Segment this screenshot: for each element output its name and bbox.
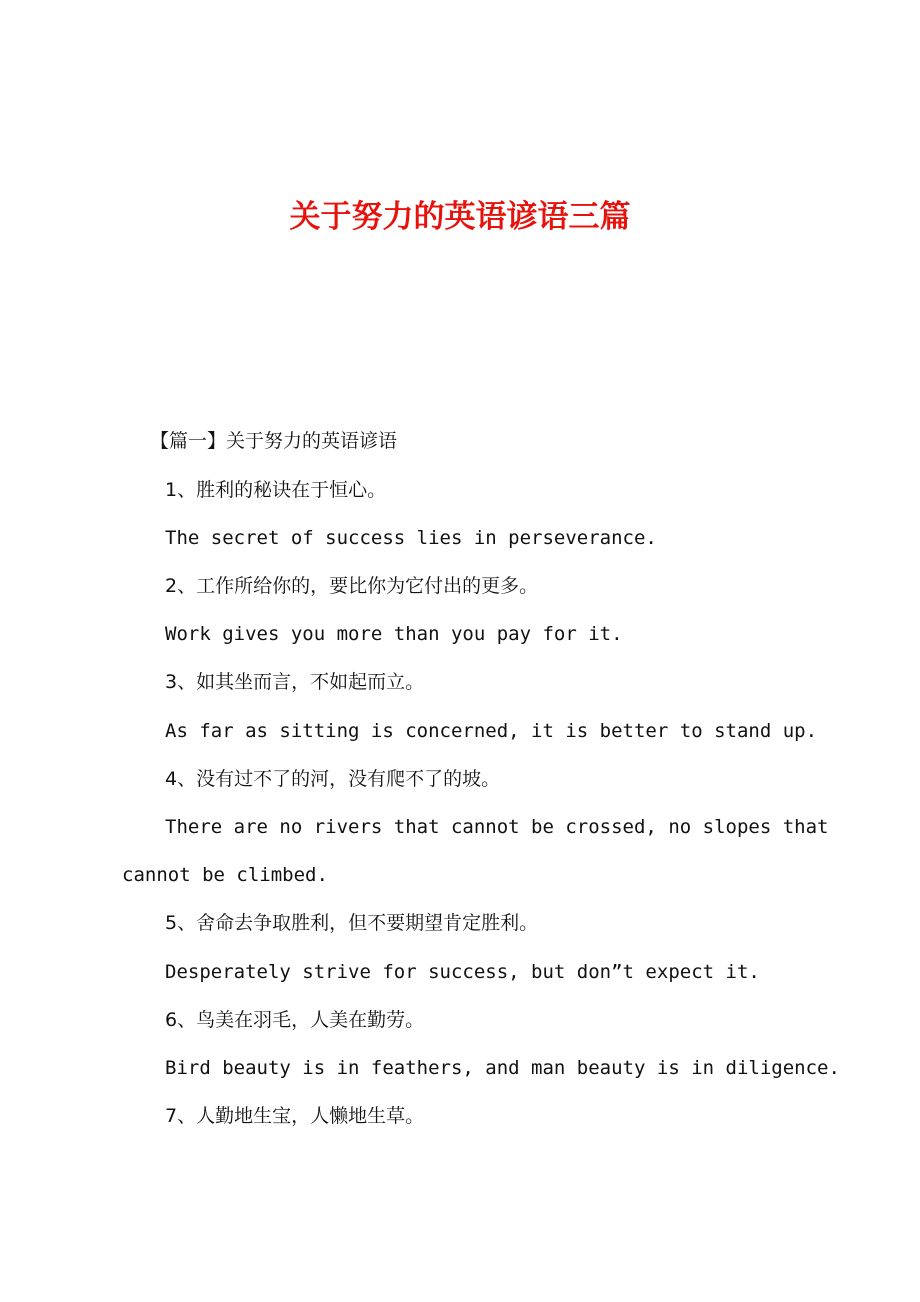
proverb-5-english: Desperately strive for success, but don”t expect it. — [165, 961, 760, 983]
proverb-3-english: As far as sitting is concerned, it is better to stand up. — [165, 720, 818, 742]
proverb-4-chinese: 4、没有过不了的河，没有爬不了的坡。 — [165, 768, 501, 790]
proverb-1-english: The secret of success lies in perseverance. — [165, 527, 657, 549]
proverb-4-english-line2: cannot be climbed. — [122, 864, 328, 886]
proverb-3-chinese: 3、如其坐而言，不如起而立。 — [165, 671, 425, 693]
section-heading: 【篇一】关于努力的英语谚语 — [150, 430, 398, 452]
proverb-6-english: Bird beauty is in feathers, and man beauty is in diligence. — [165, 1057, 840, 1079]
proverb-2-english: Work gives you more than you pay for it. — [165, 623, 623, 645]
proverb-4-english-line1: There are no rivers that cannot be crossed, no slopes that — [165, 816, 829, 838]
proverb-5-chinese: 5、舍命去争取胜利，但不要期望肯定胜利。 — [165, 912, 539, 934]
proverb-7-chinese: 7、人勤地生宝，人懒地生草。 — [165, 1105, 425, 1127]
proverb-6-chinese: 6、鸟美在羽毛，人美在勤劳。 — [165, 1009, 425, 1031]
proverb-1-chinese: 1、胜利的秘诀在于恒心。 — [165, 479, 387, 501]
document-title: 关于努力的英语谚语三篇 — [289, 199, 631, 235]
proverb-2-chinese: 2、工作所给你的，要比你为它付出的更多。 — [165, 575, 539, 597]
